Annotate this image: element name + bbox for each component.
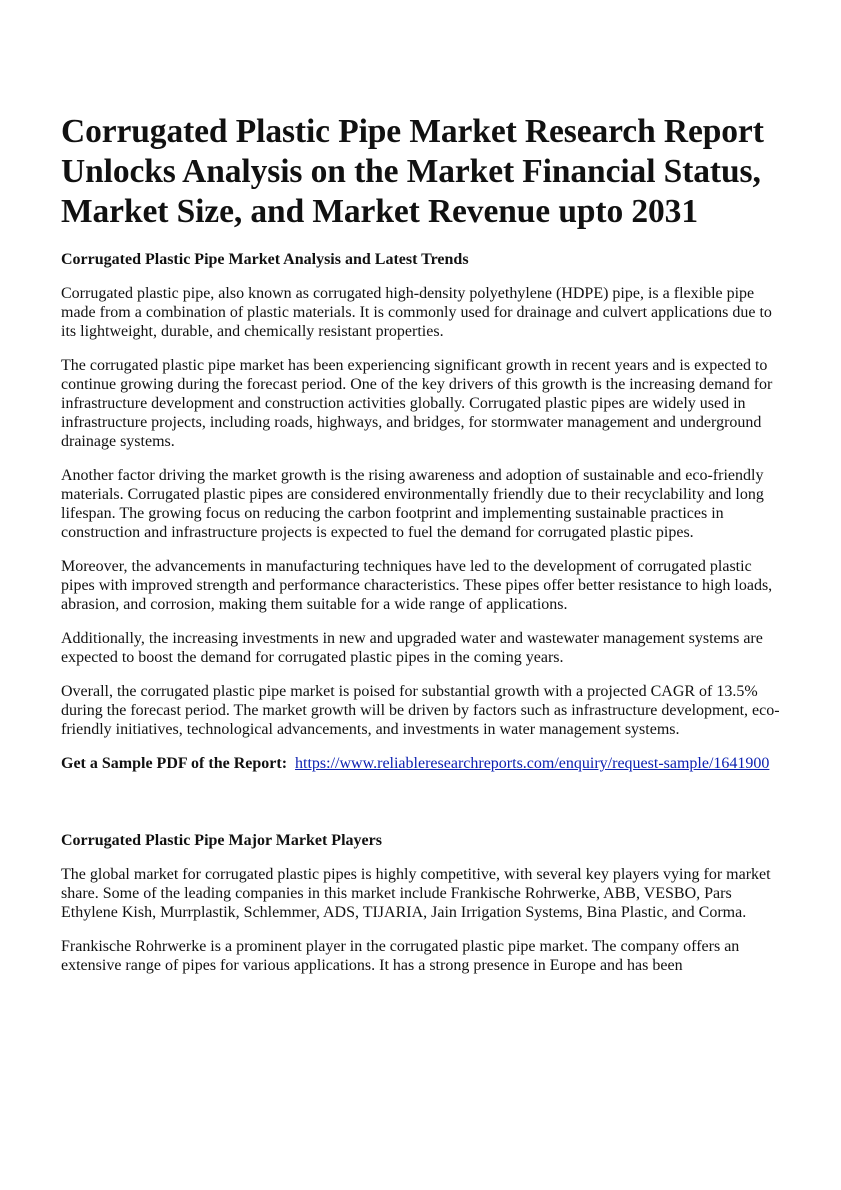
- paragraph: Corrugated plastic pipe, also known as corrugated high-density polyethylene (HDPE) pipe, is a flexible pipe made from a combination of plastic materials. It is commonly used for drainage and culvert applications due to its lightweight, durable, and chemically resistant properties.: [61, 285, 772, 340]
- document-title: Corrugated Plastic Pipe Market Research Report Unlocks Analysis on the Market Financial Status, Market Size, and Market Revenue upto 2031: [61, 113, 764, 230]
- paragraph: The corrugated plastic pipe market has been experiencing significant growth in recent years and is expected to continue growing during the forecast period. One of the key drivers of this growth is the increasing demand for infrastructure development and construction activities globally. Corrugated plastic pipes are widely used in infrastructure projects, including roads, highways, and bridges, for stormwater management and underground drainage systems.: [61, 357, 773, 450]
- paragraph: Frankische Rohrwerke is a prominent player in the corrugated plastic pipe market. The company offers an extensive range of pipes for various applications. It has a strong presence in Europe and has been: [61, 938, 740, 974]
- document-page: [61, 112, 783, 990]
- paragraph: Moreover, the advancements in manufacturing techniques have led to the development of corrugated plastic pipes with improved strength and performance characteristics. These pipes offer better resistance to high loads, abrasion, and corrosion, making them suitable for a wide range of applications.: [61, 558, 773, 613]
- paragraph: Overall, the corrugated plastic pipe market is poised for substantial growth with a projected CAGR of 13.5% during the forecast period. The market growth will be driven by factors such as infrastructure development, eco-friendly initiatives, technological advancements, and investments in water management systems.: [61, 683, 780, 738]
- paragraph: Additionally, the increasing investments in new and upgraded water and wastewater management systems are expected to boost the demand for corrugated plastic pipes in the coming years.: [61, 630, 763, 666]
- sample-pdf-link[interactable]: https://www.reliableresearchreports.com/enquiry/request-sample/1641900: [295, 755, 770, 772]
- sample-request: [61, 754, 783, 773]
- sample-label: Get a Sample PDF of the Report:: [61, 755, 288, 772]
- paragraph: Another factor driving the market growth is the rising awareness and adoption of sustainable and eco-friendly materials. Corrugated plastic pipes are considered environmentally friendly due to their recyclability and long lifespan. The growing focus on reducing the carbon footprint and implementing sustainable practices in construction and infrastructure projects is expected to fuel the demand for corrugated plastic pipes.: [61, 467, 764, 541]
- paragraph: The global market for corrugated plastic pipes is highly competitive, with several key players vying for market share. Some of the leading companies in this market include Frankische Rohrwerke, ABB, VESBO, Pars Ethylene Kish, Murrplastik, Schlemmer, ADS, TIJARIA, Jain Irrigation Systems, Bina Plastic, and Corma.: [61, 866, 771, 921]
- section-heading-players: Corrugated Plastic Pipe Major Market Players: [61, 832, 382, 849]
- section-heading-trends: Corrugated Plastic Pipe Market Analysis and Latest Trends: [61, 251, 469, 268]
